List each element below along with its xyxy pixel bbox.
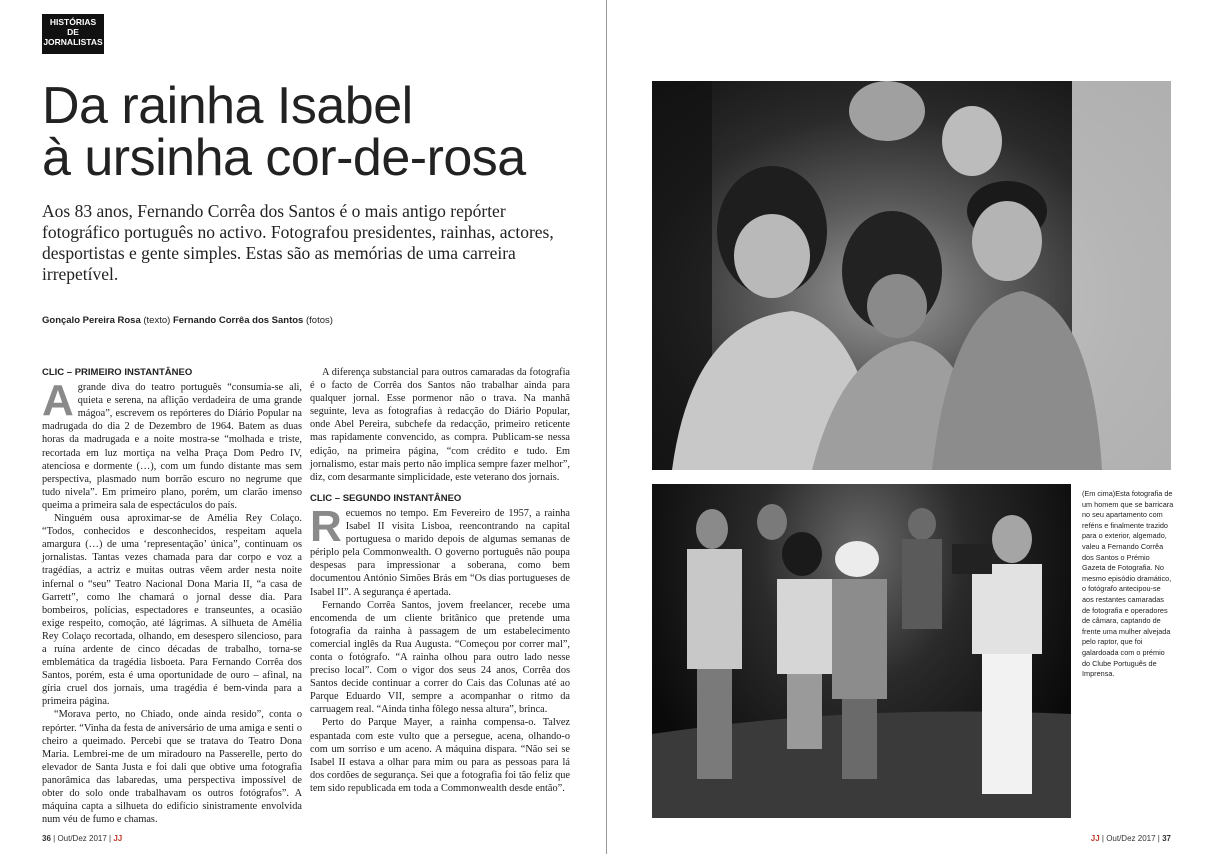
title-line-2: à ursinha cor-de-rosa <box>42 129 526 187</box>
magazine-logo: JJ <box>1090 834 1100 843</box>
section-heading-1: CLIC – PRIMEIRO INSTANTÂNEO <box>42 367 193 378</box>
article-lead: Aos 83 anos, Fernando Corrêa dos Santos é o mais antigo repórter fotográfico português no activo. Fotografou presidentes, rainhas, actores, desportistas e gente simples. Estas são as memórias de uma carreira irrepetível. <box>42 201 554 284</box>
section-tag-line: JORNALISTAS <box>43 37 103 47</box>
article-paragraph: Ninguém ousa aproximar-se de Amélia Rey Colaço. “Todos, conhecidos e desconhecidos, respeitam aquela amargura (…) de uma ‘representação’ única”, continuam os jornalistas. Tantas vezes chamada para dar corpo e voz a tragédias, a actriz e muitas outras vêem arder nesta noite infernal o “seu” Teatro Nacional Dona Maria II, “a casa de Garrett”, como lhe chamará o jornal desse dia. Para bombeiros, polícias, espectadores e transeuntes, a ocasião exige respeito, comoção, até lágrimas. A silhueta de Amélia Rey Colaço recortada, olhando, em desespero silencioso, para a ruína ardente de cinco décadas de trabalho, torna-se emblemática da tragédia lisboeta. Para Fernando Corrêa dos Santos, porém, esta é uma oportunidade de ouro – afinal, na gíria cruel dos jornais, uma tragédia é bem-vinda para a primeira página. <box>42 513 302 708</box>
photo-figures <box>652 81 1171 470</box>
article-column-2 <box>310 366 570 795</box>
issue-date: Out/Dez 2017 <box>1106 834 1156 843</box>
page-folio-right: JJ | Out/Dez 2017 | 37 <box>1090 834 1171 843</box>
article-paragraph <box>310 501 570 599</box>
byline-photographer: Fernando Corrêa dos Santos <box>172 315 304 326</box>
byline-author-role: (texto) <box>143 315 171 326</box>
article-column-1 <box>42 366 302 826</box>
title-line-1: Da rainha Isabel <box>42 77 413 135</box>
shot-woman-night-photo <box>652 484 1071 818</box>
magazine-logo: JJ <box>113 834 123 843</box>
photo-caption: (Em cima)Esta fotografia de um homem que se barricara no seu apartamento com reféns e finalmente trazido para o exterior, algemado, valeu a Fernando Corrêa dos Santos o Prémio Gazeta de Fotografia. No mesmo episódio dramático, o fotógrafo antecipou-se aos restantes camaradas de fotografia e operadores de câmara, captando de frente uma mulher alvejada pelo raptor, que foi galardoada com o prémio do Clube Português de Imprensa. <box>1082 489 1174 679</box>
paragraph-text: ecuemos no tempo. Em Fevereiro de 1957, a rainha Isabel II visita Lisboa, reencontrando na capital portuguesa o marido depois de algumas semanas de périplo pela Commonwealth. O governo português não poupa despesas para impressionar a soberana, como bem documentou António Simões Brás em “Os dias portugueses de Isabel II”. A segurança é apertada. <box>310 507 570 598</box>
page-folio-left: 36 | Out/Dez 2017 | JJ <box>42 834 123 843</box>
byline-author: Gonçalo Pereira Rosa <box>42 315 141 326</box>
page-number: 37 <box>1162 834 1171 843</box>
section-tag <box>42 14 104 54</box>
paragraph-text: grande diva do teatro português “consumia-se ali, quieta e serena, na aflição verdadeira de uma grande mágoa”, escrevem os repórteres do Diário Popular na madrugada do dia 2 de Dezembro de 1964. Batem as duas horas da madrugada e a noite mostra-se “molhada e triste, recortada em luz mortiça na velha Praça Dom Pedro IV, atenciosa e dormente (…), com um fundo distante mas sem perspectiva, plasmado num borrão escuro no negrume que tudo nivela”. Em primeiro plano, porém, um clarão imenso queima a primeira sala de espectáculos do país. <box>42 382 302 511</box>
section-heading-2: CLIC – SEGUNDO INSTANTÂNEO <box>310 492 462 504</box>
photo-figures <box>652 484 1071 818</box>
drop-cap: A <box>42 376 74 426</box>
article-paragraph: Perto do Parque Mayer, a rainha compensa-o. Talvez espantada com este vulto que a persegue, acena, olhando-o com um sorriso e um aceno. A máquina dispara. “Não sei se Isabel II estava a olhar para mim ou para as pessoas para lá dos cordões de segurança. Sei que a fotografia foi tão feliz que tem sido republicada em toda a Commonwealth desde então”. <box>310 717 570 794</box>
article-paragraph: A diferença substancial para outros camaradas da fotografia é o facto de Corrêa dos Santos não trabalhar ainda para qualquer jornal. Esse pormenor não o trava. Na manhã seguinte, leva as fotografias à redacção do Diário Popular, onde Abel Pereira, subchefe da redacção, primeiro reticente mas rapidamente convencido, as compra. Publicam-se nessa edição, na primeira página, “com crédito e tudo. Em jornalismo, estar mais perto não implica sempre fazer melhor”, diz, com desarmante simplicidade, este veterano dos jornais. <box>310 367 570 483</box>
byline-photographer-role: (fotos) <box>305 315 333 326</box>
article-paragraph <box>42 376 302 512</box>
drop-cap: R <box>310 501 342 551</box>
page-number: 36 <box>42 834 51 843</box>
issue-date: Out/Dez 2017 <box>57 834 107 843</box>
byline <box>42 315 333 326</box>
article-paragraph: “Morava perto, no Chiado, onde ainda resido”, conta o repórter. “Vinha da festa de aniversário de uma amiga e senti o cheiro a queimado. Percebi que se tratava do Teatro Dona Maria. Lembrei-me de um miradouro na Passerelle, perto do elevador de Santa Justa e foi dali que obtive uma fotografia panorâmica das labaredas, uma perspectiva impossível de obter do solo onde trabalhavam os outros fotógrafos”. A máquina capta a silhueta do edifício sinistramente envolvida num véu de fumo e chamas. <box>42 709 302 826</box>
article-title <box>42 77 526 187</box>
page-spine <box>606 0 607 854</box>
section-tag-line: HISTÓRIAS <box>49 17 97 27</box>
hostage-arrest-photo <box>652 81 1171 470</box>
article-paragraph: Fernando Corrêa Santos, jovem freelancer, recebe uma encomenda de um cliente britânico que pretende uma fotografia da rainha à passagem de um estabelecimento comercial inglês da Rua Augusta. “Começou por correr mal”, conta o fotógrafo. “A rainha olhou para outro lado nesse preciso local”. Com o vigor dos seus 24 anos, Corrêa dos Santos decide continuar a correr do Cais das Colunas até ao Parque Eduardo VII, sempre a acompanhar o ritmo da carruagem real. “Ainda tinha fôlego nessa altura”, brinca. <box>310 599 570 716</box>
left-page <box>0 0 606 854</box>
section-tag-line: DE <box>67 27 79 37</box>
